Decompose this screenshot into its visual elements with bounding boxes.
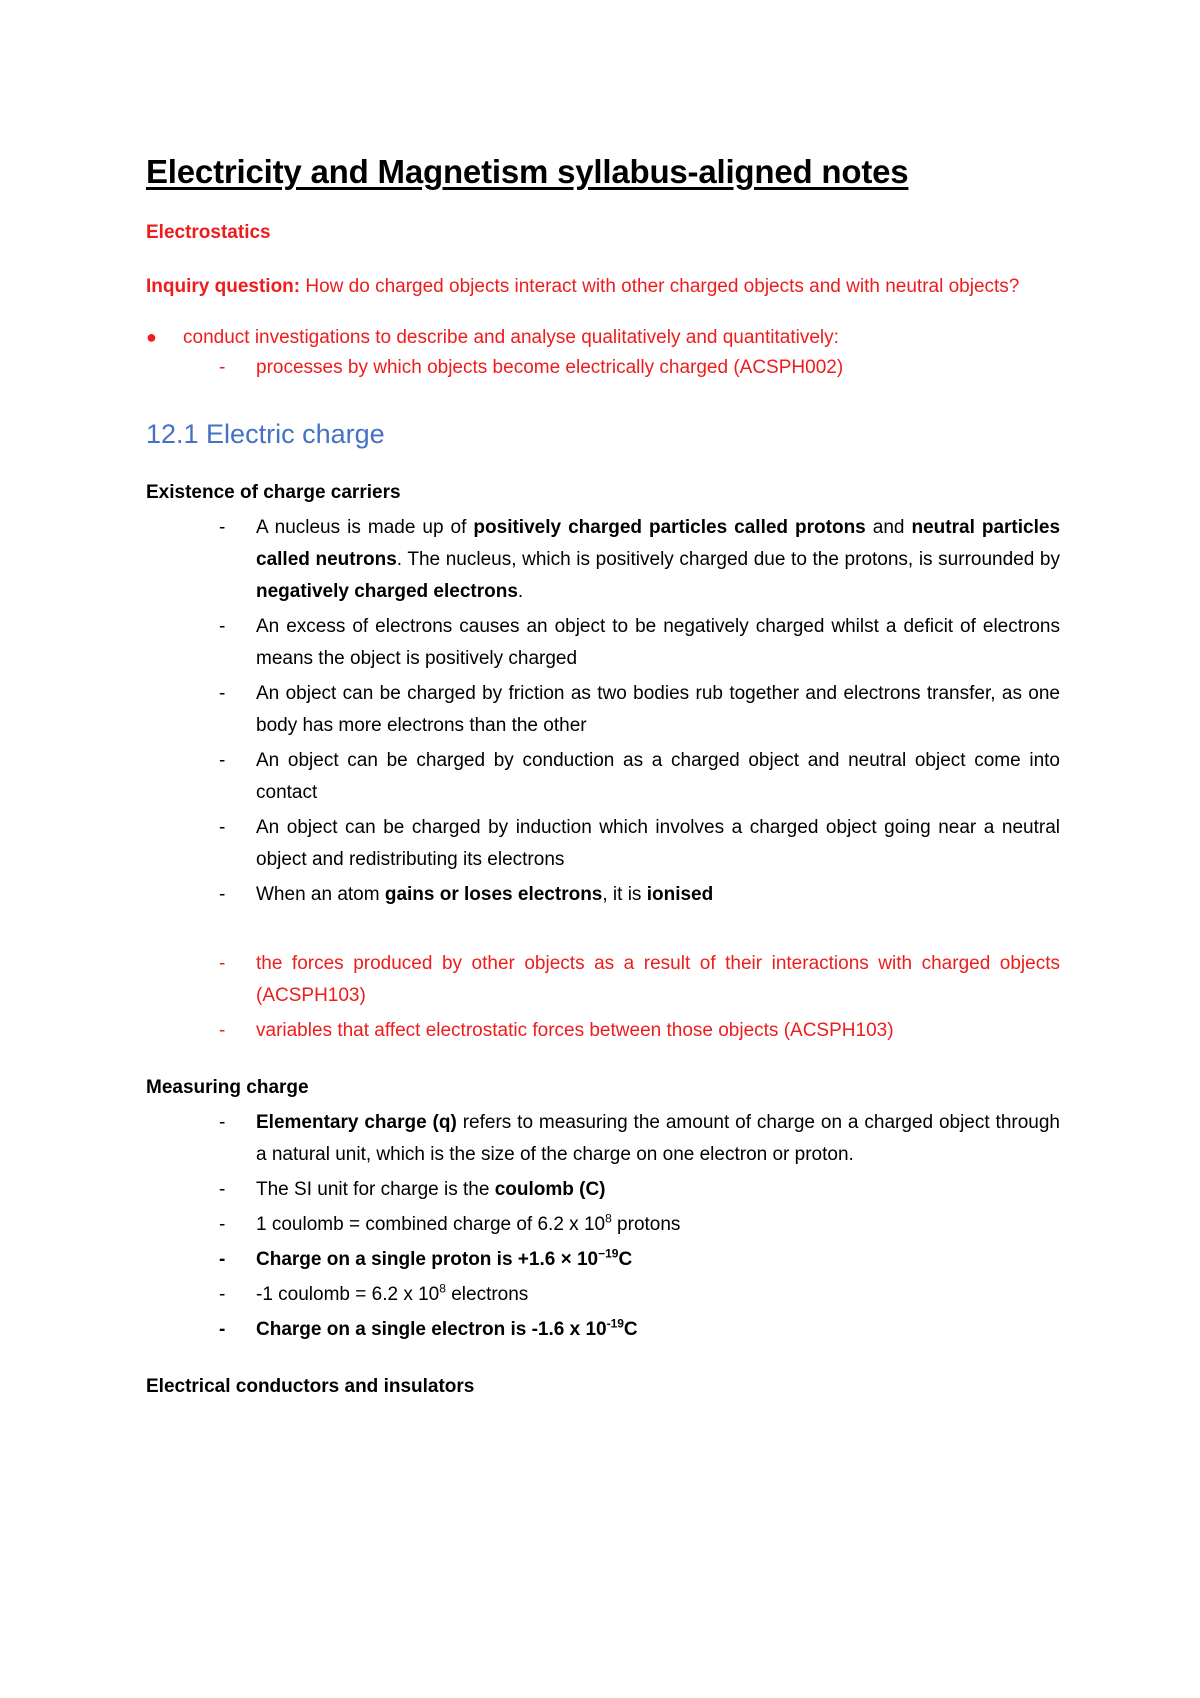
syllabus-list — [146, 323, 1060, 352]
list-item — [219, 352, 1060, 384]
superscript: -19 — [606, 1316, 624, 1331]
conductors-heading: Electrical conductors and insulators — [146, 1376, 475, 1397]
dash-marker: - — [219, 616, 226, 637]
dash-marker: - — [219, 1284, 226, 1305]
dash-marker: - — [219, 817, 226, 838]
text-run: An excess of electrons causes an object to be negatively charged whilst a deficit of electrons means the object is positively charged — [256, 616, 1060, 669]
text-run: 1 coulomb = combined charge of 6.2 x 10 — [256, 1214, 606, 1235]
measuring-heading: Measuring charge — [146, 1077, 309, 1098]
text-run: , it is — [602, 884, 647, 905]
dash-marker: - — [219, 1112, 226, 1133]
measuring-list — [146, 1107, 1060, 1346]
superscript: −19 — [598, 1246, 619, 1261]
bold-run: ionised — [646, 884, 714, 905]
bold-run: coulomb (C) — [494, 1179, 606, 1200]
list-item — [219, 745, 1060, 809]
dash-marker: - — [219, 1319, 226, 1340]
text-run: protons — [611, 1214, 681, 1235]
inquiry-question — [146, 272, 1060, 301]
dash-marker: - — [219, 357, 226, 378]
dash-marker: - — [219, 1249, 226, 1270]
bullet-dot: ● — [146, 327, 157, 347]
dash-marker: - — [219, 953, 226, 974]
superscript: 8 — [605, 1211, 612, 1226]
dash-marker: - — [219, 517, 226, 538]
syllabus-sub-list-2 — [146, 948, 1060, 1047]
syllabus-sub-list — [146, 352, 1060, 384]
text-run: Charge on a single proton is +1.6 × 10 — [256, 1249, 599, 1270]
text-run: Charge on a single electron is -1.6 x 10 — [256, 1319, 607, 1340]
list-item — [219, 1244, 1060, 1276]
text-run: A nucleus is made up of — [256, 517, 474, 538]
document-title: Electricity and Magnetism syllabus-aligned notes — [146, 153, 909, 190]
dash-marker: - — [219, 884, 226, 905]
text-run: An object can be charged by induction which involves a charged object going near a neutral object and redistributing its electrons — [256, 817, 1060, 870]
list-item — [219, 1209, 1060, 1241]
list-item — [219, 512, 1060, 608]
bold-run: negatively charged electrons — [256, 581, 518, 602]
text-run: C — [618, 1249, 633, 1270]
text-run: -1 coulomb = 6.2 x 10 — [256, 1284, 440, 1305]
text-run: When an atom — [256, 884, 385, 905]
list-item — [219, 1107, 1060, 1171]
text-run: C — [623, 1319, 638, 1340]
list-item — [219, 1174, 1060, 1206]
list-item — [219, 611, 1060, 675]
text-run: . — [517, 581, 524, 602]
existence-list — [146, 512, 1060, 911]
text-run: electrons — [445, 1284, 529, 1305]
text-run: . The nucleus, which is positively charged due to the protons, is surrounded by — [396, 549, 1060, 570]
inquiry-label: Inquiry question: — [146, 276, 301, 297]
list-item — [219, 1314, 1060, 1346]
text-run: An object can be charged by friction as two bodies rub together and electrons transfer, as one body has more electrons than the other — [256, 683, 1060, 736]
inquiry-text: How do charged objects interact with other charged objects and with neutral objects? — [300, 276, 1020, 297]
text-run: An object can be charged by conduction as a charged object and neutral object come into contact — [256, 750, 1060, 803]
syllabus-point — [146, 323, 1060, 352]
bold-run: positively charged particles called protons — [473, 517, 866, 538]
list-item — [219, 1279, 1060, 1311]
list-item — [219, 948, 1060, 1012]
list-item — [219, 812, 1060, 876]
list-item — [219, 879, 1060, 911]
text-run: The SI unit for charge is the — [256, 1179, 495, 1200]
text-run: refers to measuring the amount of charge on a charged object through a natural unit, which is the size of the charge on one electron or proton. — [256, 1112, 1060, 1165]
module-label: Electrostatics — [146, 222, 271, 243]
syllabus-point-text: conduct investigations to describe and analyse qualitatively and quantitatively: — [183, 327, 839, 348]
superscript: 8 — [439, 1281, 446, 1296]
list-item — [219, 678, 1060, 742]
list-item — [219, 1015, 1060, 1047]
dash-marker: - — [219, 750, 226, 771]
section-heading: 12.1 Electric charge — [146, 419, 385, 449]
syllabus-sub-text: processes by which objects become electrically charged (ACSPH002) — [256, 357, 844, 378]
dash-marker: - — [219, 1020, 226, 1041]
text-run: and — [865, 517, 912, 538]
spacer — [146, 914, 1060, 948]
document-page — [146, 150, 1060, 1402]
dash-marker: - — [219, 683, 226, 704]
syllabus-sub-text: the forces produced by other objects as a result of their interactions with charged objects (ACSPH103) — [256, 953, 1060, 1006]
dash-marker: - — [219, 1179, 226, 1200]
bold-run: Elementary charge (q) — [256, 1112, 457, 1133]
existence-heading: Existence of charge carriers — [146, 482, 401, 503]
syllabus-sub-text: variables that affect electrostatic forces between those objects (ACSPH103) — [256, 1020, 894, 1041]
bold-run: gains or loses electrons — [384, 884, 603, 905]
bold-run: neutral particles called neutrons — [256, 517, 1061, 570]
dash-marker: - — [219, 1214, 226, 1235]
